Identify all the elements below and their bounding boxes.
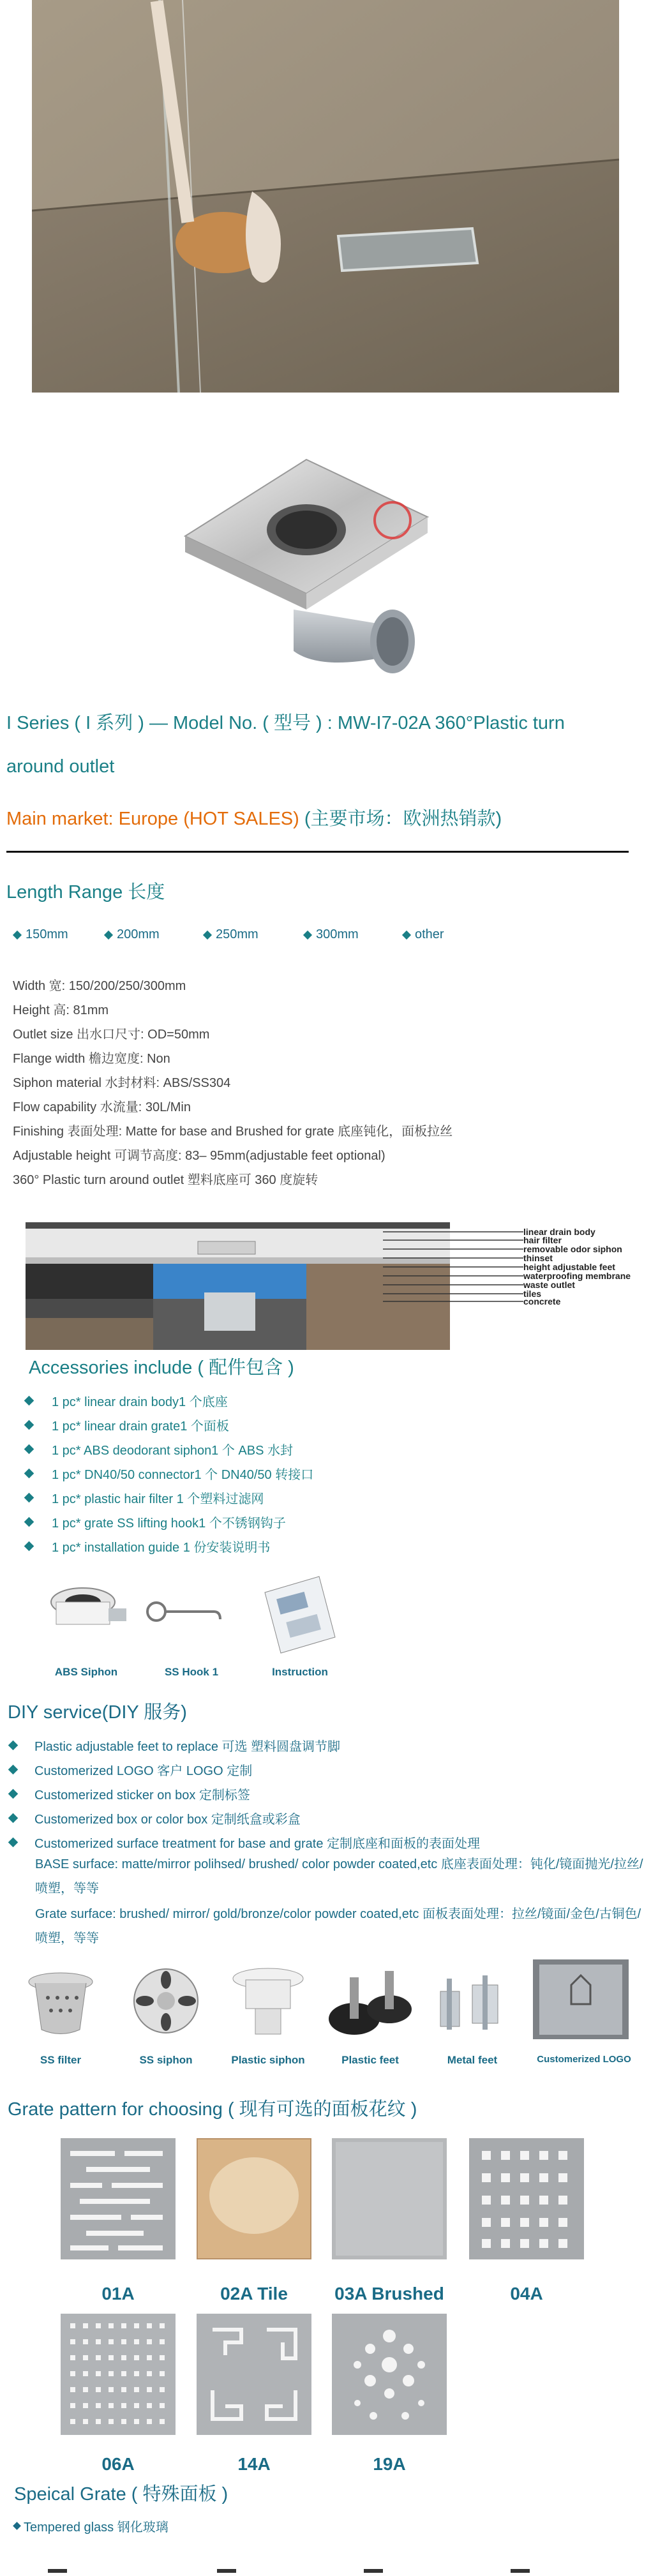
- accessory-item: 1 pc* linear drain grate1 个面板: [26, 1416, 229, 1434]
- divider: [6, 851, 629, 853]
- spec-finishing: Finishing 表面处理: Matte for base and Brushed for grate 底座钝化，面板拉丝: [13, 1125, 453, 1139]
- legend-concrete: concrete: [523, 1296, 561, 1307]
- legend-tiles: tiles: [523, 1289, 542, 1299]
- length-300: 300mm: [304, 927, 359, 942]
- metal-feet-photo: [428, 1975, 517, 2039]
- main-market-cn: (主要市场：欧洲热销款): [304, 809, 502, 829]
- main-market: [6, 804, 502, 830]
- accessory-item: 1 pc* ABS deodorant siphon1 个 ABS 水封: [26, 1440, 293, 1458]
- abs-siphon-photo: [45, 1576, 128, 1647]
- ss-filter-photo: [22, 1969, 99, 2039]
- diy-item: Plastic adjustable feet to replace 可选 塑料圆盘调节脚: [10, 1736, 340, 1755]
- spec-flange: Flange width 檐边宽度: Non: [13, 1052, 170, 1066]
- diamond-bullet-icon: [303, 930, 312, 939]
- hero-photo: [32, 0, 619, 393]
- spec-outlet: Outlet size 出水口尺寸: OD=50mm: [13, 1028, 210, 1042]
- small-squares-pattern-icon: [61, 2314, 176, 2435]
- tile-pattern-icon: [197, 2138, 311, 2259]
- grate-02a-tile: [197, 2138, 311, 2259]
- accessory-item: 1 pc* DN40/50 connector1 个 DN40/50 转接口: [26, 1464, 313, 1483]
- product-photo: [172, 440, 453, 696]
- caption-metal-feet: Metal feet: [447, 2054, 498, 2066]
- grate-label-03a: 03A Brushed: [334, 2284, 444, 2303]
- bathroom-floor-drain-photo: [32, 0, 619, 393]
- grate-01a: [61, 2138, 176, 2259]
- diamond-bullet-icon: [24, 1517, 34, 1527]
- diamond-bullet-icon: [13, 930, 22, 939]
- grate-label-02a: 02A Tile: [220, 2284, 288, 2303]
- plastic-feet-photo: [326, 1965, 415, 2041]
- plastic-siphon-icon: [230, 1966, 306, 2042]
- grate-03a-brushed: [332, 2138, 447, 2259]
- legend-linear-drain-body: linear drain body: [523, 1227, 595, 1237]
- length-150: 150mm: [14, 927, 68, 942]
- square-holes-pattern-icon: [469, 2138, 584, 2259]
- slot-pattern-icon: [61, 2138, 176, 2259]
- diamond-bullet-icon: [24, 1396, 34, 1406]
- caption-instruction: Instruction: [272, 1666, 328, 1678]
- metal-feet-icon: [428, 1975, 517, 2039]
- caption-plastic-feet: Plastic feet: [341, 2054, 399, 2066]
- legend-height-adjustable-feet: height adjustable feet: [523, 1262, 615, 1272]
- legend-waste-outlet: waste outlet: [523, 1280, 575, 1290]
- spec-adjustable-height: Adjustable height 可调节高度: 83– 95mm(adjustable feet optional): [13, 1149, 385, 1163]
- logo-engraving-icon: [533, 1959, 629, 2039]
- grate-label-19a: 19A: [373, 2454, 406, 2474]
- spec-flow: Flow capability 水流量: 30L/Min: [13, 1100, 191, 1114]
- special-grate-item: Tempered glass 钢化玻璃: [14, 2517, 168, 2535]
- spec-width: Width 宽: 150/200/250/300mm: [13, 979, 186, 993]
- grate-label-01a: 01A: [101, 2284, 135, 2303]
- diamond-bullet-icon: [24, 1469, 34, 1479]
- caption-abs-siphon: ABS Siphon: [54, 1666, 118, 1678]
- grate-pattern-heading: Grate pattern for choosing ( 现有可选的面板花纹 ): [8, 2099, 417, 2120]
- diy-grate-surface: Grate surface: brushed/ mirror/ gold/bronze/color powder coated,etc 面板表面处理：拉丝/镜面/金色/古铜色/喷塑，等等: [35, 1907, 641, 1945]
- accessory-item: 1 pc* linear drain body1 个底座: [26, 1391, 228, 1410]
- diy-item: Customerized box or color box 定制纸盒或彩盒: [10, 1809, 301, 1827]
- hook-icon: [144, 1589, 227, 1640]
- square-stainless-drain-photo: [172, 440, 453, 696]
- grate-label-04a: 04A: [510, 2284, 543, 2303]
- siphon-flower-icon: [128, 1966, 204, 2042]
- diamond-bullet-icon: [203, 930, 212, 939]
- grate-label-06a: 06A: [101, 2454, 135, 2474]
- spec-siphon: Siphon material 水封材料: ABS/SS304: [13, 1076, 231, 1090]
- legend-thinset: thinset: [523, 1253, 553, 1263]
- diamond-bullet-icon: [24, 1541, 34, 1552]
- legend-removable-odor-siphon: removable odor siphon: [523, 1244, 622, 1254]
- legend-hair-filter: hair filter: [523, 1235, 562, 1245]
- diamond-bullet-icon: [24, 1493, 34, 1503]
- caption-ss-filter: SS filter: [40, 2054, 82, 2066]
- key-pattern-icon: [197, 2314, 311, 2435]
- brushed-pattern-icon: [332, 2138, 447, 2259]
- diy-base-surface: BASE surface: matte/mirror polihsed/ brushed/ color powder coated,etc 底座表面处理：钝化/镜面抛光/拉丝/喷塑，等等: [35, 1857, 643, 1896]
- product-title-line2: around outlet: [6, 756, 115, 777]
- grate-label-14a: 14A: [237, 2454, 271, 2474]
- diy-heading: DIY service(DIY 服务): [8, 1702, 187, 1723]
- diamond-bullet-icon: [13, 2522, 21, 2530]
- diamond-bullet-icon: [8, 1813, 19, 1823]
- length-250: 250mm: [204, 927, 258, 942]
- ss-siphon-photo: [128, 1966, 204, 2042]
- plastic-feet-icon: [326, 1965, 415, 2041]
- caption-plastic-siphon: Plastic siphon: [231, 2054, 305, 2066]
- accessory-item: 1 pc* plastic hair filter 1 个塑料过滤网: [26, 1488, 264, 1507]
- diamond-bullet-icon: [8, 1838, 19, 1848]
- accessories-heading: Accessories include ( 配件包含 ): [29, 1358, 294, 1378]
- manual-icon: [258, 1573, 341, 1656]
- accessory-item: 1 pc* installation guide 1 份安装说明书: [26, 1537, 270, 1555]
- plastic-siphon-photo: [230, 1966, 306, 2042]
- product-title-line1: I Series ( I 系列 ) — Model No. ( 型号 ) : MW-I7-02A 360°Plastic turn: [6, 713, 565, 733]
- diamond-bullet-icon: [8, 1789, 19, 1799]
- scattered-dots-pattern-icon: [332, 2314, 447, 2435]
- diamond-bullet-icon: [402, 930, 411, 939]
- abs-siphon-icon: [45, 1576, 128, 1647]
- ss-hook-photo: [144, 1589, 227, 1640]
- diamond-bullet-icon: [8, 1765, 19, 1775]
- diy-item: Customerized sticker on box 定制标签: [10, 1785, 250, 1803]
- diy-item: Customerized LOGO 客户 LOGO 定制: [10, 1760, 252, 1779]
- instruction-photo: [258, 1573, 341, 1656]
- length-200: 200mm: [105, 927, 160, 942]
- grate-06a: [61, 2314, 176, 2435]
- caption-customerized-logo: Customerized LOGO: [537, 2054, 631, 2065]
- diamond-bullet-icon: [24, 1420, 34, 1430]
- caption-ss-hook: SS Hook 1: [164, 1666, 219, 1678]
- diamond-bullet-icon: [24, 1444, 34, 1455]
- customerized-logo-photo: [533, 1959, 629, 2039]
- special-grate-heading: Speical Grate ( 特殊面板 ): [14, 2484, 228, 2505]
- glass-grate-preview-icon: [0, 2553, 651, 2573]
- caption-ss-siphon: SS siphon: [139, 2054, 193, 2066]
- main-market-label: Main market: Europe (HOT SALES): [6, 809, 299, 829]
- glass-grate-edges: [0, 2553, 651, 2573]
- length-range-heading: Length Range 长度: [6, 882, 165, 902]
- length-other: other: [403, 927, 444, 942]
- legend-waterproofing-membrane: waterproofing membrane: [523, 1271, 631, 1281]
- spec-outlet-rotation: 360° Plastic turn around outlet 塑料底座可 360 度旋转: [13, 1173, 318, 1187]
- grate-14a: [197, 2314, 311, 2435]
- filter-basket-icon: [22, 1969, 99, 2039]
- spec-height: Height 高: 81mm: [13, 1003, 109, 1017]
- diy-item: Customerized surface treatment for base and grate 定制底座和面板的表面处理: [10, 1833, 480, 1852]
- diamond-bullet-icon: [104, 930, 113, 939]
- grate-04a: [469, 2138, 584, 2259]
- grate-19a: [332, 2314, 447, 2435]
- diamond-bullet-icon: [8, 1741, 19, 1751]
- accessory-item: 1 pc* grate SS lifting hook1 个不锈钢钩子: [26, 1513, 286, 1531]
